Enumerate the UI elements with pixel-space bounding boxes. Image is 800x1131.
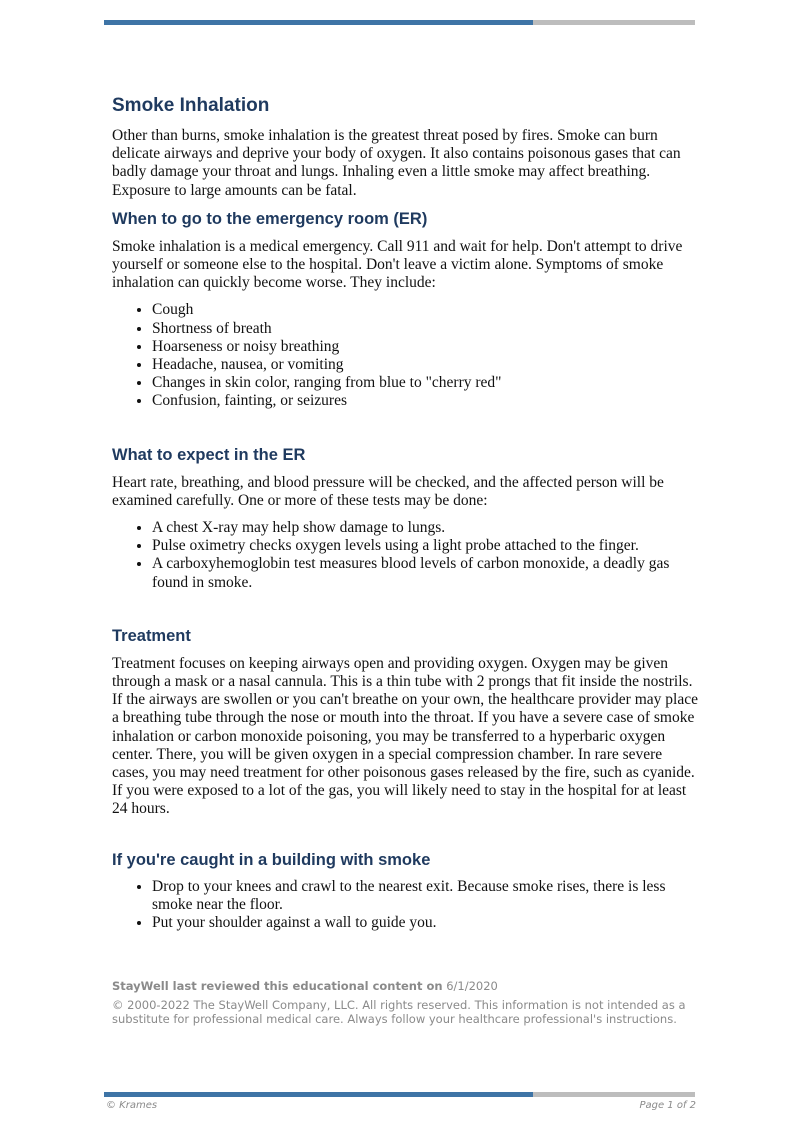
symptoms-list — [112, 301, 702, 410]
section-what-to-expect — [112, 444, 702, 592]
list-item: • Headache, nausea, or vomiting — [152, 356, 702, 374]
copyright-notice: © 2000-2022 The StayWell Company, LLC. All rights reserved. This information is not intended as a substitute for professional medical care. Always follow your healthcare professional's instructions. — [112, 998, 686, 1026]
list-item: • A chest X-ray may help show damage to lungs. — [152, 519, 702, 537]
section-treatment — [112, 625, 702, 819]
document-body — [112, 94, 702, 932]
review-date: 6/1/2020 — [446, 979, 498, 993]
section-paragraph: Heart rate, breathing, and blood pressure will be checked, and the affected person will be examined carefully. One or more of these tests may be done: — [112, 473, 664, 509]
intro-paragraph: Other than burns, smoke inhalation is the greatest threat posed by fires. Smoke can burn delicate airways and deprive your body of oxygen. It also contains poisonous gases that can badly damage your throat and lungs. Inhaling even a little smoke may affect breathing. Exposure to large amounts can be fatal. — [112, 127, 681, 199]
section-paragraph: Treatment focuses on keeping airways open and providing oxygen. Oxygen may be given through a mask or a nasal cannula. This is a thin tube with 2 prongs that fit inside the nostrils. If the airways are swollen or you can't breathe on your own, the healthcare provider may place a breathing tube through the nose or mouth into the throat. If you have a severe case of smoke inhalation or carbon monoxide poisoning, you may be transferred to a hyperbaric oxygen center. There, you will be given oxygen in a special compression chamber. In rare severe cases, you may need treatment for other poisonous gases released by the fire, such as cyanide. If you were exposed to a lot of the gas, you will likely need to stay in the hospital for at least 24 hours. — [112, 654, 698, 818]
footer-publisher: © Krames — [106, 1100, 158, 1111]
footer-rule — [104, 1092, 695, 1097]
list-item: • Pulse oximetry checks oxygen levels using a light probe attached to the finger. — [152, 537, 702, 555]
section-heading: Treatment — [112, 626, 191, 645]
list-item: • Confusion, fainting, or seizures — [152, 392, 702, 410]
list-item: • Put your shoulder against a wall to guide you. — [152, 914, 702, 932]
footer-rule-gray — [533, 1092, 695, 1097]
list-item: • Shortness of breath — [152, 320, 702, 338]
list-item: • A carboxyhemoglobin test measures blood levels of carbon monoxide, a deadly gas found in smoke. — [152, 555, 702, 591]
header-rule — [104, 20, 695, 25]
section-heading: If you're caught in a building with smoke — [112, 850, 431, 869]
page-title: Smoke Inhalation — [112, 95, 270, 116]
footer-rule-accent — [104, 1092, 533, 1097]
list-item: • Drop to your knees and crawl to the nearest exit. Because smoke rises, there is less smoke near the floor. — [152, 878, 702, 914]
list-item: • Hoarseness or noisy breathing — [152, 338, 702, 356]
header-rule-accent — [104, 20, 533, 25]
tests-list — [112, 519, 702, 592]
section-when-to-go-to-er — [112, 208, 702, 411]
header-rule-gray — [533, 20, 695, 25]
page-number: Page 1 of 2 — [639, 1100, 696, 1111]
safety-tips-list — [112, 878, 702, 933]
list-item: • Changes in skin color, ranging from blue to "cherry red" — [152, 374, 702, 392]
section-caught-in-building — [112, 849, 702, 933]
list-item: • Cough — [152, 301, 702, 319]
review-note — [112, 979, 702, 993]
section-paragraph: Smoke inhalation is a medical emergency. Call 911 and wait for help. Don't attempt to drive yourself or someone else to the hospital. Don't leave a victim alone. Symptoms of smoke inhalation can quickly become worse. They include: — [112, 237, 683, 292]
section-heading: When to go to the emergency room (ER) — [112, 209, 428, 228]
section-heading: What to expect in the ER — [112, 445, 306, 464]
review-label: StayWell last reviewed this educational content on — [112, 979, 443, 993]
